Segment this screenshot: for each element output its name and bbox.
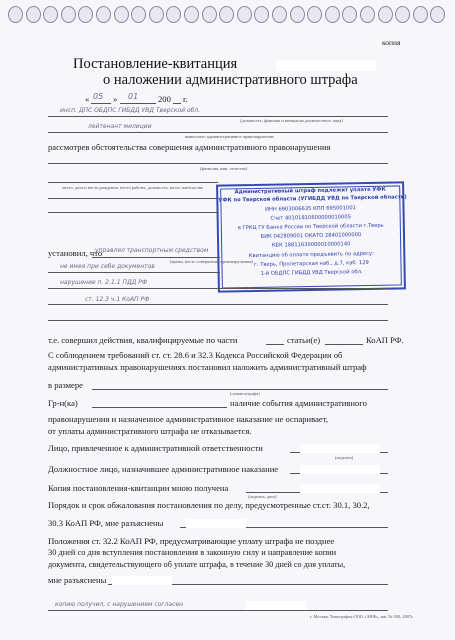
date-month: 01 xyxy=(128,92,139,101)
established-label: установил, что xyxy=(48,248,103,258)
caption-birth: место, дата и место рождения, место работы, должность, место жительства xyxy=(62,185,203,190)
compliance-line-1: С соблюдением требований ст. ст. 28.6 и 32.3 Кодекса Российской Федерации об xyxy=(48,350,343,360)
committed-text: т.е. совершил действия, квалифицируемые по части xyxy=(48,335,238,345)
dispute-line-2: от уплаты административного штрафа не отказывается. xyxy=(48,426,252,436)
binder-ring-icon xyxy=(290,6,305,23)
binder-ring-icon xyxy=(184,6,199,23)
appeal-line-1: Порядок и срок обжалования постановления по делу, предусмотренные ст.ст. 30.1, 30.2, xyxy=(48,500,370,510)
binder-ring-icon xyxy=(307,6,322,23)
binder-ring-icon xyxy=(149,6,164,23)
handwritten-stated-3: нарушение п. 2.1.1 ПДД РФ xyxy=(60,279,148,286)
binder-ring-icon xyxy=(96,6,111,23)
appeal-line-2: 30.3 КоАП РФ, мне разъяснены xyxy=(48,518,164,528)
caption-fine-sum: (сумма штрафа) xyxy=(230,391,260,396)
binder-ring-icon xyxy=(114,6,129,23)
citizen-post: наличие события административного xyxy=(230,398,367,408)
copy-received-label: Копия постановления-квитанции мною получена xyxy=(48,483,229,493)
binder-ring-icon xyxy=(430,6,445,23)
binder-ring-icon xyxy=(272,6,287,23)
binder-ring-icon xyxy=(61,6,76,23)
redaction xyxy=(112,576,172,585)
binder-ring-icon xyxy=(131,6,146,23)
provisions-line-1: Положения ст. 32.2 КоАП РФ, предусматривающие уплату штрафа не позднее xyxy=(48,536,335,546)
amount-label: в размере xyxy=(48,380,83,390)
payment-stamp xyxy=(216,181,406,292)
redaction xyxy=(246,601,306,610)
binder-ring-icon xyxy=(360,6,375,23)
copy-label: копия xyxy=(382,38,401,47)
date-close-quote: » xyxy=(113,94,118,104)
binder-ring-icon xyxy=(26,6,41,23)
stamp-line: БИК 042809001 ОКАТО 28401000000 xyxy=(260,232,362,240)
caption-sign-date: (подпись, дата) xyxy=(248,494,277,499)
stamp-line: г. Тверь, Пролетарская наб., д.7, каб. 129 xyxy=(254,259,369,268)
binder-ring-icon xyxy=(219,6,234,23)
stamp-line: Счет 40101810600000010005 xyxy=(270,214,351,222)
redaction xyxy=(300,484,380,493)
liable-label: Лицо, привлеченное к административной ответственности xyxy=(48,443,263,453)
binder-ring-icon xyxy=(413,6,428,23)
stamp-line: 1-й ОБДПС ГИБДД УВД Тверской обл. xyxy=(260,269,363,277)
date-day: 05 xyxy=(93,92,104,101)
handwritten-footer: копию получил, с нарушением согласен xyxy=(55,601,183,608)
stamp-line: КБК 18811630000010000140 xyxy=(271,241,351,249)
stamp-line: Административный штраф подлежит уплате УФК xyxy=(234,186,386,196)
date-year-suffix: г. xyxy=(183,94,188,104)
date-year: 200 xyxy=(158,94,171,104)
binder-ring-icon xyxy=(8,6,23,23)
document-subtitle: о наложении административного штрафа xyxy=(103,72,358,88)
caption-date-place: (время, место совершения правонарушения) xyxy=(170,259,253,264)
stamp-line: Квитанцию об оплате предъявить по адресу: xyxy=(248,250,374,260)
binder-ring-icon xyxy=(202,6,217,23)
caption-name: (фамилия, имя, отчество) xyxy=(200,166,248,171)
binder-ring-icon xyxy=(78,6,93,23)
footer-print-info: г. Москва, Типография ООО «ЭНФ», зак. № 930, 2007г. xyxy=(310,614,414,619)
binder-ring-icon xyxy=(43,6,58,23)
caption-official-2: вынесшего административное правонарушение xyxy=(185,134,274,139)
stamp-line: в ГРКЦ ГУ Банка России по Тверской области г.Тверь xyxy=(237,222,384,232)
redaction xyxy=(300,465,380,474)
binder-ring-icon xyxy=(395,6,410,23)
redaction xyxy=(300,444,380,453)
stamp-line: УФК по Тверской области (УГИБДД УВД по Тверской области) xyxy=(218,194,407,204)
committed-article: статьи(е) xyxy=(287,335,321,345)
redaction xyxy=(186,519,246,528)
redaction xyxy=(276,60,376,71)
binder-ring-icon xyxy=(378,6,393,23)
provisions-line-3: документа, свидетельствующего об уплате штрафа, в течение 30 дней со дня уплаты, xyxy=(48,560,346,569)
binder-ring-icon xyxy=(254,6,269,23)
compliance-line-2: административных правонарушениях постановил наложить административный штраф xyxy=(48,362,367,372)
handwritten-stated-4: ст. 12.3 ч.1 КоАП РФ xyxy=(85,296,150,303)
document-title: Постановление-квитанция xyxy=(73,56,238,72)
official-person-label: Должностное лицо, назначившее административное наказание xyxy=(48,464,279,474)
dispute-line-1: правонарушения и назначенное административное наказание не оспаривает, xyxy=(48,414,328,424)
stamp-line: ИНН 6903006635 КПП 695001001 xyxy=(265,205,356,213)
considered-text: рассмотрев обстоятельства совершения административного правонарушения xyxy=(48,142,331,152)
handwritten-official: инсп. ДПС ОБДПС ГИБДД УВД Тверской обл. xyxy=(60,107,201,114)
explained-label: мне разъяснены xyxy=(48,575,107,585)
provisions-line-2: 30 дней со дня вступления постановления в законную силу и направление копии xyxy=(48,548,337,557)
committed-post: КоАП РФ. xyxy=(366,335,404,345)
citizen-label: Гр-н(ка) xyxy=(48,398,78,408)
date-open-quote: « xyxy=(85,94,90,104)
caption-official: (должность, фамилия и инициалы должностного лица) xyxy=(240,118,343,123)
binder-ring-icon xyxy=(237,6,252,23)
handwritten-rank: лейтенант милиции xyxy=(88,123,152,130)
binder-ring-icon xyxy=(166,6,181,23)
caption-sign: (подпись) xyxy=(335,455,354,460)
handwritten-stated-1: управлял транспортным средством xyxy=(95,247,209,254)
handwritten-stated-2: не имея при себе документов xyxy=(60,263,155,270)
binder-ring-icon xyxy=(342,6,357,23)
binder-ring-icon xyxy=(325,6,340,23)
ring-binding-icon xyxy=(0,2,455,24)
